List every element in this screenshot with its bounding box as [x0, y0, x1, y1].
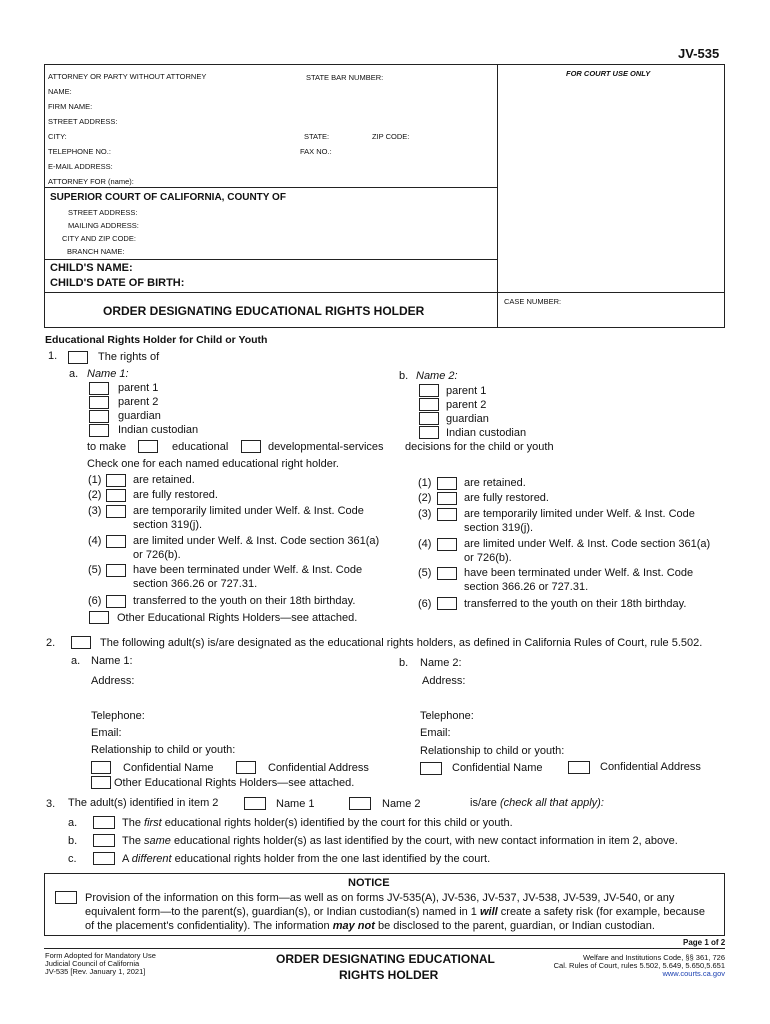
item1a-custodian-checkbox[interactable] [89, 424, 109, 437]
left-opt3-checkbox[interactable] [106, 505, 126, 518]
to-make-label: to make [87, 441, 127, 453]
court-street-label[interactable]: STREET ADDRESS: [68, 208, 138, 217]
left-opt6-checkbox[interactable] [106, 595, 126, 608]
right-opt5-text2: section 366.26 or 727.31. [464, 581, 589, 593]
item1b-parent2-label: parent 2 [446, 399, 487, 411]
case-number-label[interactable]: CASE NUMBER: [504, 297, 562, 306]
child-dob-label[interactable]: CHILD'S DATE OF BIRTH: [50, 277, 185, 289]
left-opt5-checkbox[interactable] [106, 564, 126, 577]
right-opt1-num: (1) [418, 477, 432, 489]
item3-isare-line [470, 797, 604, 809]
footer-title-1: ORDER DESIGNATING EDUCATIONAL [276, 952, 495, 966]
notice-title: NOTICE [348, 877, 390, 889]
right-opt1-checkbox[interactable] [437, 477, 457, 490]
item3c-letter: c. [68, 853, 77, 865]
item1a-parent1-label: parent 1 [118, 382, 159, 394]
left-opt4-checkbox[interactable] [106, 535, 126, 548]
item3b-text [122, 835, 678, 847]
item1b-letter: b. [399, 370, 409, 382]
right-opt3-num: (3) [418, 508, 432, 520]
item2a-relationship-label[interactable]: Relationship to child or youth: [91, 744, 236, 756]
item2b-name-label[interactable]: Name 2: [420, 657, 462, 669]
item3c-text [122, 853, 490, 865]
item1-other-label: Other Educational Rights Holders—see attached. [117, 612, 358, 624]
footer-title-2: RIGHTS HOLDER [339, 968, 439, 982]
left-opt2-checkbox[interactable] [106, 489, 126, 502]
court-county-label[interactable]: SUPERIOR COURT OF CALIFORNIA, COUNTY OF [50, 192, 286, 203]
item2b-relationship-label[interactable]: Relationship to child or youth: [420, 745, 565, 757]
item3c-post: educational rights holder from the one last identified by the court. [171, 853, 491, 865]
item2a-conf-addr-checkbox[interactable] [236, 761, 256, 774]
item3-name1-label: Name 1 [276, 798, 315, 810]
item3a-checkbox[interactable] [93, 816, 115, 829]
notice-l3-em: may not [332, 920, 375, 932]
left-opt5-num: (5) [88, 564, 102, 576]
fax-label[interactable]: FAX NO.: [300, 147, 332, 156]
item3c-emphasis: different [131, 853, 172, 865]
item3c-checkbox[interactable] [93, 852, 115, 865]
item2-text: The following adult(s) is/are designated as the educational rights holders, as defined in California Rules of Court, rule 5.502. [100, 637, 703, 649]
item3a-emphasis: first [144, 817, 162, 829]
notice-line1: Provision of the information on this form—as well as on forms JV-535(A), JV-536, JV-537, JV-538, JV-539, JV-540, or any [85, 892, 675, 904]
item2a-email-label[interactable]: Email: [91, 727, 122, 739]
attorney-for-label[interactable]: ATTORNEY FOR (name): [48, 177, 134, 186]
right-opt2-num: (2) [418, 492, 432, 504]
bar-number-label: STATE BAR NUMBER: [306, 73, 384, 82]
email-label[interactable]: E-MAIL ADDRESS: [48, 162, 113, 171]
item2a-address-label[interactable]: Address: [91, 675, 135, 687]
court-use-label: FOR COURT USE ONLY [566, 69, 651, 78]
item1b-guardian-checkbox[interactable] [419, 412, 439, 425]
item2a-letter: a. [71, 655, 81, 667]
left-opt6-text: transferred to the youth on their 18th birthday. [133, 595, 356, 607]
item2-other-checkbox[interactable] [91, 776, 111, 789]
item3-lead: The adult(s) identified in item 2 [68, 797, 219, 809]
item1a-guardian-checkbox[interactable] [89, 410, 109, 423]
item3a-text [122, 817, 513, 829]
footer-code-2: Cal. Rules of Court, rules 5.502, 5.649, 5.650,5.651 [553, 961, 725, 970]
item2b-telephone-label[interactable]: Telephone: [420, 710, 474, 722]
item2-other-label: Other Educational Rights Holders—see attached. [114, 777, 355, 789]
item3-isare: is/are [470, 797, 497, 809]
notice-line2 [85, 906, 705, 918]
item3b-post: educational rights holder(s) as last identified by the court, with new contact information in item 2, above. [170, 835, 678, 847]
telephone-label[interactable]: TELEPHONE NO.: [48, 147, 111, 156]
item1a-guardian-label: guardian [118, 410, 161, 422]
left-opt4-text: are limited under Welf. & Inst. Code section 361(a) [133, 535, 380, 547]
item2b-conf-addr-label: Confidential Address [600, 761, 701, 773]
right-opt3-text2: section 319(j). [464, 522, 534, 534]
state-label[interactable]: STATE: [304, 132, 330, 141]
item2a-conf-addr-label: Confidential Address [268, 762, 369, 774]
item2b-conf-addr-checkbox[interactable] [568, 761, 590, 774]
item1-checkbox[interactable] [68, 351, 88, 364]
decisions-label: decisions for the child or youth [405, 441, 554, 453]
left-opt6-num: (6) [88, 595, 102, 607]
notice-l2-em: will [479, 906, 498, 918]
item3b-checkbox[interactable] [93, 834, 115, 847]
item1a-parent2-checkbox[interactable] [89, 396, 109, 409]
left-opt1-text: are retained. [133, 474, 195, 486]
item1b-parent1-label: parent 1 [446, 385, 487, 397]
item1b-custodian-checkbox[interactable] [419, 426, 439, 439]
item1b-parent2-checkbox[interactable] [419, 398, 439, 411]
item3c-pre: A [122, 853, 132, 865]
right-opt6-checkbox[interactable] [437, 597, 457, 610]
right-opt4-text2: or 726(b). [464, 552, 512, 564]
developmental-label: developmental-services [268, 441, 384, 453]
item3a-pre: The [122, 817, 145, 829]
right-opt5-checkbox[interactable] [437, 567, 457, 580]
court-branch-label[interactable]: BRANCH NAME: [67, 247, 125, 256]
check-one-instruction: Check one for each named educational right holder. [87, 458, 339, 470]
right-opt2-text: are fully restored. [464, 492, 549, 504]
right-opt6-text: transferred to the youth on their 18th birthday. [464, 598, 687, 610]
right-opt3-text: are temporarily limited under Welf. & Inst. Code [464, 508, 695, 520]
item2b-conf-name-checkbox[interactable] [420, 762, 442, 775]
item2b-conf-name-label: Confidential Name [452, 762, 543, 774]
item2b-letter: b. [399, 657, 409, 669]
item3b-letter: b. [68, 835, 78, 847]
left-opt5-text: have been terminated under Welf. & Inst. Code [133, 564, 363, 576]
footer-form-rev: JV-535 [Rev. January 1, 2021] [45, 967, 146, 976]
right-opt4-checkbox[interactable] [437, 538, 457, 551]
notice-l3-pre: of the placement's confidentiality). The information [85, 920, 333, 932]
item3a-letter: a. [68, 817, 78, 829]
street-label[interactable]: STREET ADDRESS: [48, 117, 118, 126]
right-opt3-checkbox[interactable] [437, 508, 457, 521]
left-opt3-text2: section 319(j). [133, 519, 203, 531]
left-opt5-text2: section 366.26 or 727.31. [133, 578, 258, 590]
section-title: Educational Rights Holder for Child or Youth [45, 334, 268, 346]
form-title: ORDER DESIGNATING EDUCATIONAL RIGHTS HOLDER [103, 304, 425, 318]
footer-adopted-2: Judicial Council of California [45, 959, 140, 968]
footer-url-link[interactable]: www.courts.ca.gov [662, 969, 725, 978]
right-opt5-text: have been terminated under Welf. & Inst. Code [464, 567, 694, 579]
item3a-post: educational rights holder(s) identified by the court for this child or youth. [161, 817, 513, 829]
court-mailing-label[interactable]: MAILING ADDRESS: [68, 221, 139, 230]
footer-code-1: Welfare and Institutions Code, §§ 361, 726 [582, 953, 725, 962]
item2-checkbox[interactable] [71, 636, 91, 649]
item2a-name-label[interactable]: Name 1: [91, 655, 133, 667]
right-opt2-checkbox[interactable] [437, 492, 457, 505]
item2a-conf-name-checkbox[interactable] [91, 761, 111, 774]
left-opt3-num: (3) [88, 505, 102, 517]
child-name-label[interactable]: CHILD'S NAME: [50, 262, 133, 274]
item1a-parent2-label: parent 2 [118, 396, 159, 408]
item1-number: 1. [48, 350, 58, 362]
notice-l2-post: create a safety risk (for example, because [497, 906, 705, 918]
item3-number: 3. [46, 798, 56, 810]
right-opt5-num: (5) [418, 567, 432, 579]
item1a-letter: a. [69, 368, 79, 380]
item1b-custodian-label: Indian custodian [446, 427, 527, 439]
left-opt4-num: (4) [88, 535, 102, 547]
right-opt6-num: (6) [418, 598, 432, 610]
right-opt4-text: are limited under Welf. & Inst. Code section 361(a) [464, 538, 711, 550]
right-opt4-num: (4) [418, 538, 432, 550]
left-opt1-num: (1) [88, 474, 102, 486]
form-number: JV-535 [678, 46, 720, 61]
court-city-label[interactable]: CITY AND ZIP CODE: [62, 234, 136, 243]
page-number: Page 1 of 2 [683, 938, 726, 947]
item3b-emphasis: same [144, 835, 171, 847]
item3-name2-checkbox[interactable] [349, 797, 371, 810]
item1b-guardian-label: guardian [446, 413, 489, 425]
item2-number: 2. [46, 637, 56, 649]
left-opt3-text: are temporarily limited under Welf. & Inst. Code [133, 505, 364, 517]
name-label[interactable]: NAME: [48, 87, 72, 96]
notice-line3 [85, 920, 655, 932]
educational-label: educational [172, 441, 229, 453]
item1b-parent1-checkbox[interactable] [419, 384, 439, 397]
item1-text: The rights of [98, 351, 160, 363]
developmental-checkbox[interactable] [241, 440, 261, 453]
city-label[interactable]: CITY: [48, 132, 67, 141]
firm-label[interactable]: FIRM NAME: [48, 102, 93, 111]
item3-name2-label: Name 2 [382, 798, 421, 810]
left-opt1-checkbox[interactable] [106, 474, 126, 487]
left-opt4-text2: or 726(b). [133, 549, 181, 561]
educational-checkbox[interactable] [138, 440, 158, 453]
item3b-pre: The [122, 835, 145, 847]
attorney-label: ATTORNEY OR PARTY WITHOUT ATTORNEY [48, 72, 207, 81]
item1-other-checkbox[interactable] [89, 611, 109, 624]
item1a-parent1-checkbox[interactable] [89, 382, 109, 395]
item2a-telephone-label[interactable]: Telephone: [91, 710, 145, 722]
item1b-name-label[interactable]: Name 2: [416, 370, 458, 382]
footer-adopted-1: Form Adopted for Mandatory Use [45, 951, 156, 960]
left-opt2-text: are fully restored. [133, 489, 218, 501]
item1a-custodian-label: Indian custodian [118, 424, 199, 436]
zip-label[interactable]: ZIP CODE: [372, 132, 410, 141]
item2b-address-label[interactable]: Address: [422, 675, 466, 687]
notice-l3-post: be disclosed to the parent, guardian, or Indian custodian. [374, 920, 655, 932]
item2a-conf-name-label: Confidential Name [123, 762, 214, 774]
notice-l2-pre: equivalent form—to the parent(s), guardian(s), or Indian custodian(s) named in 1 [85, 906, 480, 918]
item3-name1-checkbox[interactable] [244, 797, 266, 810]
item2b-email-label[interactable]: Email: [420, 727, 451, 739]
notice-checkbox[interactable] [55, 891, 77, 904]
right-opt1-text: are retained. [464, 477, 526, 489]
left-opt2-num: (2) [88, 489, 102, 501]
item1a-name-label[interactable]: Name 1: [87, 368, 129, 380]
item3-check-all: (check all that apply): [499, 797, 604, 809]
